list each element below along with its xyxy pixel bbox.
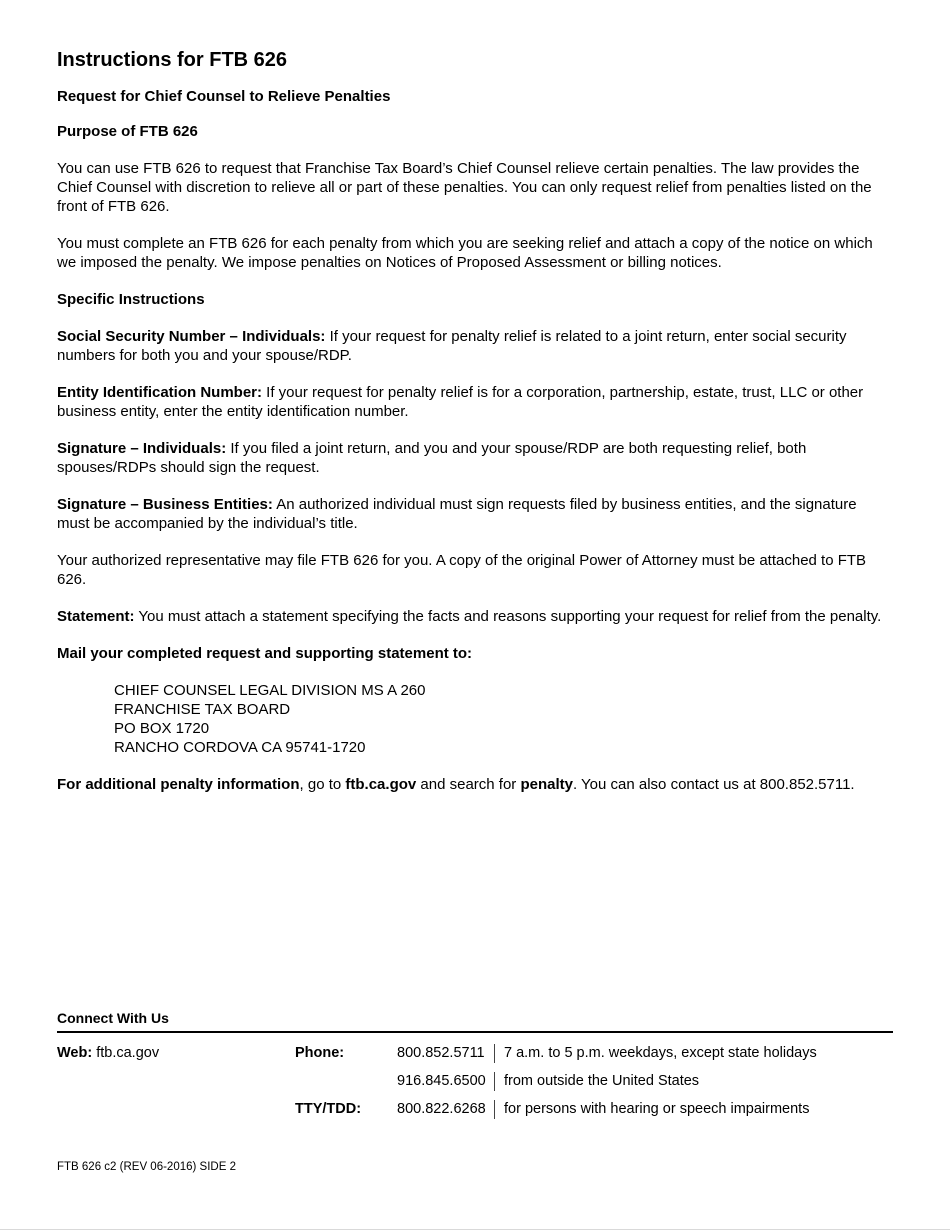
address-line-4: RANCHO CORDOVA CA 95741-1720	[114, 739, 366, 756]
ssn-individuals-lead: Social Security Number – Individuals:	[57, 328, 326, 345]
empty-cell	[57, 1100, 295, 1119]
web-label: Web:	[57, 1045, 93, 1061]
additional-info-paragraph	[57, 775, 893, 794]
contact-row-phone-2	[57, 1072, 893, 1091]
address-line-1: CHIEF COUNSEL LEGAL DIVISION MS A 260	[114, 682, 426, 699]
web-value: ftb.ca.gov	[96, 1045, 160, 1061]
entity-id-body: If your request for penalty relief is for a corporation, partnership, estate, trust, LLC or other business entity, enter the entity identification number.	[57, 384, 864, 420]
penalty-keyword: penalty	[520, 776, 573, 793]
tty-label: TTY/TDD:	[295, 1101, 362, 1117]
contact-row-tty	[57, 1100, 893, 1119]
phone-number-2: 916.845.6500	[397, 1073, 486, 1089]
contact-row-phone-1	[57, 1044, 893, 1063]
empty-cell	[57, 1072, 295, 1091]
entity-id-lead: Entity Identification Number:	[57, 384, 263, 401]
representative-paragraph	[57, 551, 893, 589]
document-subtitle: Request for Chief Counsel to Relieve Penalties	[57, 88, 391, 105]
additional-info-lead: For additional penalty information	[57, 776, 300, 793]
ssn-individuals-paragraph	[57, 327, 893, 365]
phone-desc-1: 7 a.m. to 5 p.m. weekdays, except state holidays	[494, 1044, 893, 1063]
ssn-individuals-body: If your request for penalty relief is related to a joint return, enter social security numbers for both you and your spouse/RDP.	[57, 328, 847, 364]
purpose-paragraph-2: You must complete an FTB 626 for each penalty from which you are seeking relief and attach a copy of the notice on which we imposed the penalty. We impose penalties on Notices of Proposed Assessment or billing notices.	[57, 235, 873, 271]
page-title: Instructions for FTB 626	[57, 49, 288, 71]
tty-desc: for persons with hearing or speech impairments	[494, 1100, 893, 1119]
statement-body: You must attach a statement specifying the facts and reasons supporting your request for relief from the penalty.	[134, 608, 882, 625]
website-text: ftb.ca.gov	[345, 776, 417, 793]
additional-info-text-3: . You can also contact us at 800.852.5711.	[572, 776, 855, 793]
signature-individuals-lead: Signature – Individuals:	[57, 440, 227, 457]
representative-body: Your authorized representative may file FTB 626 for you. A copy of the original Power of Attorney must be attached to FTB 626.	[57, 552, 867, 588]
purpose-paragraph-1: You can use FTB 626 to request that Franchise Tax Board’s Chief Counsel relieve certain penalties. The law provides the Chief Counsel with discretion to relieve all or part of these penalties. You can only request relief from penalties listed on the front of FTB 626.	[57, 160, 872, 215]
mail-heading: Mail your completed request and supporting statement to:	[57, 645, 473, 662]
additional-info-text-2: and search for	[416, 776, 521, 793]
empty-cell	[295, 1072, 397, 1091]
address-line-3: PO BOX 1720	[114, 720, 210, 737]
signature-business-lead: Signature – Business Entities:	[57, 496, 273, 513]
additional-info-text-1: , go to	[299, 776, 346, 793]
purpose-heading: Purpose of FTB 626	[57, 123, 198, 140]
contact-table	[57, 1044, 893, 1119]
tty-number: 800.822.6268	[397, 1101, 486, 1117]
entity-id-paragraph	[57, 383, 893, 421]
address-line-2: FRANCHISE TAX BOARD	[114, 701, 291, 718]
web-cell	[57, 1044, 295, 1063]
form-id-footer: FTB 626 c2 (REV 06-2016) SIDE 2	[57, 1161, 236, 1173]
connect-heading: Connect With Us	[57, 1010, 893, 1033]
specific-instructions-heading: Specific Instructions	[57, 291, 205, 308]
signature-individuals-body: If you filed a joint return, and you and your spouse/RDP are both requesting relief, both spouses/RDPs should sign the request.	[57, 440, 807, 476]
phone-desc-2: from outside the United States	[494, 1072, 893, 1091]
connect-with-us-section	[57, 1010, 893, 1128]
phone-number-1: 800.852.5711	[397, 1045, 485, 1061]
statement-lead: Statement:	[57, 608, 135, 625]
statement-paragraph	[57, 607, 893, 626]
signature-business-body: An authorized individual must sign requests filed by business entities, and the signature must be accompanied by the individual’s title.	[57, 496, 857, 532]
phone-label: Phone:	[295, 1045, 345, 1061]
signature-business-paragraph	[57, 495, 893, 533]
signature-individuals-paragraph	[57, 439, 893, 477]
mailing-address-block	[114, 681, 893, 757]
document-content	[57, 48, 893, 812]
